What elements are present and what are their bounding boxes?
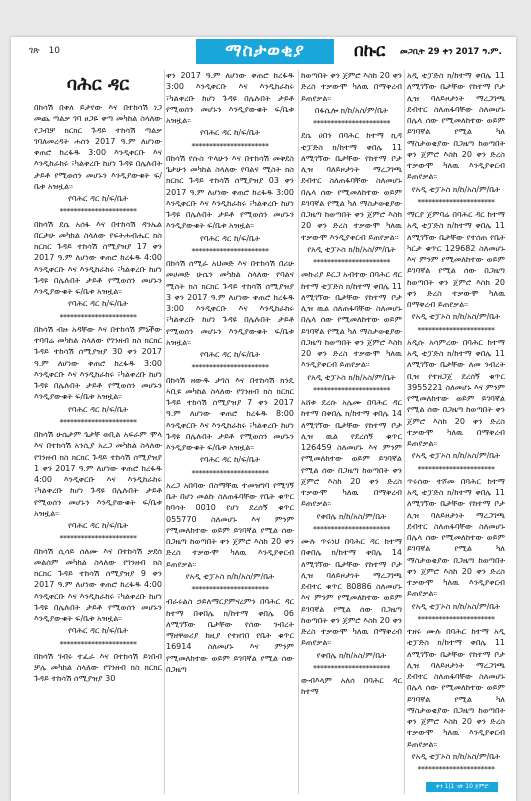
notice-text: አዲ ቲፓድስ ክ/ከተማ ቀበሌ 11 ለሚገኘው ቤታቸው የከተማ ቦታ ሊዝ ባለይዞታነት ማረጋገጫ ደብተር ስለጠፋባቸው ስለመሆኑ በሌላ ሰው የሚመለከተው ወይም ይገባኛል የሚል ካለ ማስታወቂያው በጋዜጣ ከወጣበት ቀን ጀምሮ እስከ 20 ቀን ድረስ ተቃውሞ ካለዉ እንዲያቀርብ ይጠየቃል፡፡: [407, 71, 505, 182]
separator-stars: **********************: [191, 468, 269, 478]
notice-text: በከሳሽ ብዙ አዳቸው እና በተከሳሽ ምኒችው ተባባሬ መካከል ስላለው የገንዘብ ክስ ክርክር ጉዳይ ተከሳሽ ሰሚያዝያ 30 ቀን 2017 ዓ.ም ለሆነው ቀጠሮ ከረፋዱ 3:00 እንዲቀርቡ እና እንዲከራከሩ ፣ካልቀረቡ ከሆነ ጉዳዩ በሌሉበት ታይቶ የሚወሰን መሆኑን እንዲያውቁት ፍ/ቤቱ አዝዟል፡፡: [34, 324, 162, 402]
notice-text: መኩሪያ ይርጋ አብተው በባሕር ዳር ከተማ ቲፓድስ ክ/ከተማ ቀበሌ 11 ለሚገኘው ቤታቸው የከተማ ቦታ ሊዝ ዉል ስለጠፋባቸው ስለመሆኑ በሌላ ሰው የሚመለከተው ወይም ይገባኛል የሚል ካለ ማስታወቂያው በጋዜጣ ከወጣበት ቀን ጀምሮ እስከ 20 ቀን ድረስ ተቃውሞ ካለዉ እንዲያቀርብ ይጠየቃል፡፡: [301, 270, 402, 370]
separator-stars: **********************: [59, 417, 137, 427]
page-header: [11, 37, 516, 66]
notice-signature: የአዲ ቲፓኦስ ክ/ከ/አስ/ም/ቤት: [411, 601, 501, 611]
column-1: [34, 70, 162, 796]
notice-text: ቀን 2017 ዓ.ም ለሆነው ቀጠሮ ከረፋዱ 3:00 እንዲቀርቡ እና እንዲከራከሩ ፣ካልቀረቡ ከሆነ ጉዳዩ በሌሉበት ታይቶ የሚወሰን መሆኑን እንዲያውቁት ፍ/ቤቱ አዝዟል፡፡: [166, 71, 294, 125]
separator-stars: **********************: [313, 258, 390, 267]
notice-text: አዲሱ አሳምረው በባሕር ከተማ አዲ ቲፓድስ ክ/ከተማ ቀበሌ 11 ለሚገኘው ቤታቸው ለመ ንብረት ቢዝ የተዘጋጀ ደረሰኝ ቁጥር 3955221 ስለመሆኑ እና ምንም የሚመለከተው ወይም ይገባኛል የሚል ሰው በጋዜጣ ከወጣበት ቀን ጀምሮ እስከ 20 ቀን ድረስ ተቃውሞ ካለዉ በማቅረብ ይጠየቃል፡፡: [407, 337, 505, 448]
notice-signature: የባሕር ዳር ከ/ፍ/ቤት: [68, 521, 128, 530]
separator-stars: **********************: [59, 207, 137, 217]
notice-text: ብራሩልስ ኃይለማርያምናረምን በባሕር ዳር ከተማ በቀበሌ ክ/ከተማ ቀበሌ 06 ለሚገኘው ቤታቸው የሰው ንብረት ማዘዋወሪያ ከዚያ የተዘገበ የቤት ቁጥር 16914 ስለመሆኑ እና ምንም የሚመለከተው ወይም ይገባኛል የሚል ሰው በጋዜጣ: [166, 597, 294, 674]
notice-text: ሙሉ ጥሩነህ በባሕር ዳር ከተማ በቀበሌ ክ/ከተማ ቀበሌ 14 ለሚገኘው ቤታቸው የከተማ ቦታ ሊዝ ባለይዞታነት ማረጋገጫ ደብተር ቁጥር 80886 ስለመሆኑ እና ምንም የሚመለከተው ወይም ይገባኛል የሚል ሰው በጋዜጣ ከወጣበት ቀን ጀምሮ እስከ 20 ቀን ድረስ ተቃውሞ ካለዉ በማቅረብ ይጠየቃል፡፡: [301, 537, 402, 648]
separator-stars: **********************: [313, 663, 390, 673]
notice-text: በከሳሽ ዘውዱ ታገስ እና በተከሳሽ ክንዴ ኣቢዩ መካከል ስላለው የገንዘብ ክስ ክርክር ጉዳይ ተከሳሽ ሰሚያዝያ 7 ቀን 2017 ዓ.ም ለሆነው ቀጠሮ ከረፋዱ 8:00 እንዲቀርቡ እና እንዲከራከሩ ፣ካልቀረቡ ከሆነ ጉዳዩ በሌሉበት ታይቶ የሚወሰን መሆኑን እንዲያውቁት ፍ/ቤቱ አዝዟል፡፡: [166, 375, 294, 452]
notice-signature: የቀበሌ ክ/ከ/አስ/ም/ቤት: [316, 650, 387, 660]
separator-stars: **********************: [417, 325, 495, 335]
notice-text: ማርያ ጀምባሬ በባሕር ዳር ከተማ አዲ ቲፓድስ ክ/ከተማ ቀበሌ 11 ለሚገኘው ቤታቸው የተሰጠ የቤት ካርታ ቁጥር 129682 ስለመሆኑ እና ምንም የሚመለከተው ወይም ይገባኛል የሚል ሰው በጋዜጣ ከወጣበት ቀን ጀምሮ እስከ 20 ቀን ድረስ ተቃውሞ ካለዉ በማቅረብ ይጠየቃል፡፡: [407, 210, 505, 309]
separator-stars: **********************: [417, 197, 495, 207]
notice-signature: የባሕር ዳር ከ/ፍ/ቤት: [68, 626, 128, 636]
notice-signature: የቀበሌ ክ/ከ/አስ/ም/ቤት: [316, 511, 387, 521]
page-number: 10: [48, 46, 61, 56]
notice-text: ደሴ ሀበን በባሕር ከተማ ኪዳ ቲፓድስ ክ/ከተማ ቀበሌ 11 ለሚገኘው ቤታቸው የከተማ ቦታ ሊዝ ባለይዞታነት ማረጋገጫ ደብተር ስለጠፋባቸው ስለመሆኑ በሌላ ሰው የሚመለከተው ወይም ይገባኛል የሚል ካለ ማስታወቂያው በጋዜጣ ከወጣበት ቀን ጀምሮ እስከ 20 ቀን ድረስ ተቃውሞ ካለዉ ተቃውሞ እንዲያቀርብ ይጠየቃል፡፡: [301, 131, 402, 242]
notice-signature: የአዲ ቲፓኦስ ክ/ከ/አስ/ም/ቤት: [411, 184, 501, 194]
separator-stars: **********************: [417, 464, 495, 474]
separator-stars: **********************: [191, 363, 269, 373]
newspaper-page: [11, 37, 516, 801]
notice-signature: የባሕር ዳር ከ/ፍ/ቤት: [68, 194, 128, 203]
column-divider: [298, 70, 299, 794]
notice-signature: የባሕር ዳር ከ/ፍ/ቤት: [200, 128, 260, 138]
notice-signature: በፋሲሎ ክ/ከ/አስ/ም/ቤት: [314, 105, 389, 115]
notice-signature: የአዲ ቲፓኦስ ክ/ከ/አስ/ም/ቤት: [411, 451, 501, 461]
notice-signature: የባሕር ዳር ከ/ፍ/ቤት: [200, 350, 260, 359]
notice-text: በከሳሽ ሰሚራ አህመድ እና በተከሳሽ በሪሁ መሀመድ ሁሴን መካከል ስላለው የባልና ሚስት ክስ ክርክር ጉዳይ ተከሳሽ ሰሚያዝያ 3 ቀን 2017 ዓ.ም ለሆነው ቀጠሮ ከረፋዱ 3:00 እንዲቀርቡ እና እንዲከራከሩ ፣ካልቀረቡ ከሆነ ጉዳዩ በሌሉበት ታይቶ የሚወሰን መሆኑን እንዲያውቁት ፍ/ቤቱ አዝዟል፡፡: [166, 259, 294, 347]
separator-stars: **********************: [313, 119, 390, 128]
notice-signature: የባሕር ዳር ከ/ፍ/ቤት: [200, 455, 260, 465]
separator-stars: **********************: [191, 141, 269, 151]
notice-text: በከሳሽ በቀለ ይታየው እና በተከሳሽ ነጋ መጨ ጣልቃ ገባ ፀጋዬ ቀጣ መካከል ስላለው የጋብቻ ክርክር ጉዳይ ተከሳሽ ጣልቃ ገባለመረዳት ሐሰን 2017 ዓ.ም ለሆነው ቀጠሮ ከረፋዱ 3:00 እንዲቀርቡ እና እንዲከራከሩ ፣ካልቀረቡ ከሆነ ጉዳዩ በሌሉበት ታይቶ የሚወሰን መሆኑን እንዲያውቁት ፍ/ቤቱ አዝዟል፡፡: [34, 103, 162, 191]
page-number-block: [29, 46, 66, 56]
column-2: [166, 70, 294, 796]
separator-stars: **********************: [313, 385, 390, 395]
column-3: [301, 70, 402, 796]
notice-signature: የባሕር ዳር ከ/ፍ/ቤት: [68, 404, 128, 414]
notice-text: ተዘሩ ሙሉ በባሕር ከተማ አዲ ቲፓድስ ክ/ከተማ ቀበሌ 11 ለሚገኘው ቤታቸው የከተማ ቦታ ሊዝ ባለይዞታነት ማረጋገጫ ደብተር ስለጠፋባቸው ስለመሆኑ በሌላ ሰው የሚመለከተው ወይም ይገባኛል የሚል ካለ ማስታወቂያው በጋዜጣ ከወጣበት ቀን ጀምሮ እስከ 20 ቀን ድረስ ተቃውሞ ካለዉ እንዲያቀርብ ይጠየቃል፡፡: [407, 627, 505, 749]
separator-stars: **********************: [59, 639, 137, 649]
column-divider: [404, 70, 405, 794]
separator-stars: **********************: [191, 585, 269, 594]
notice-text: አሸቱ ደረሱ አሌሙ በባሕር ዳር ከተማ በቀበሌ ክ/ከተማ ቀበሌ 14 ለሚገኘው ቤታቸው የከተማ ቦታ ሊዝ ዉል የደረሰኝ ቁጥር 126459 ስለመሆኑ እና ምንም የሚመለከተው ወይም ይገባኛል የሚል ሰው በጋዜጣ ከወጣበት ቀን ጀምሮ እስከ 20 ቀን ድረስ ተቃውሞ ካለዉ በማቅረብ ይጠየቃል፡፡: [301, 398, 402, 509]
notice-text: ውብእላም አለሰ በባሕር ዳር ከተማ: [301, 676, 402, 697]
notice-text: በከሳሽ ገብሩ ተፈራ እና በተከሳሽ ይነበብ ቻሌ መካከል ስላለው የገንዘብ ክስ ክርክር ጉዳይ ተከሳሽ ሰሚያዝያ 30: [34, 651, 162, 684]
column-heading: ባሕር ዳር: [66, 74, 130, 95]
separator-stars: **********************: [313, 524, 390, 534]
separator-stars: **********************: [191, 246, 269, 256]
notice-signature: የባሕር ዳር ከ/ፍ/ቤት: [200, 233, 260, 243]
separator-stars: **********************: [417, 614, 495, 624]
issue-date: መጋቢት 29 ቀን 2017 ዓ.ም.: [400, 47, 502, 57]
notice-signature: የባሕር ዳር ከ/ፍ/ቤት: [68, 299, 128, 309]
notice-text: በከሳሽ የሱስ ጥላሁን እና በተከሳሽ መቅደስ ጌታሁን መካከል ስላለው የባልና ሚስት ክስ ክርክር ጉዳይ ተከሳሽ ሰሚያዝያ 03 ቀን 2017 ዓ.ም ለሆነው ቀጠሮ ከረፋዱ 3:00 እንዲቀርቡ እና እንዲከራከሩ ፣ካልቀረቡ ከሆነ ጉዳዩ በሌሉበት ታይቶ የሚወሰን መሆኑን እንዲያውቁት ፍ/ቤቱ አዝዟል፡፡: [166, 153, 294, 231]
notice-text: በከሳሽ ደሴ አሰፋ እና በተከሳሽ ዳንኤል በርታሁ መካከል ስላለው የፍትሐብሔር ክስ ክርክር ጉዳይ ተከሳሽ ሰሚያዝያ 17 ቀን 2017 ዓ.ም ለሆነው ቀጠሮ ከረፋዱ 4:00 እንዲቀርቡ እና እንዲከራከሩ ፣ካልቀረቡ ከሆነ ጉዳዩ በሌሉበት ታይቶ የሚወሰን መሆኑን እንዲያውቁት ፍ/ቤቱ አዝዟል፡፡: [34, 219, 162, 296]
footer-bar: ቀን 1|1 ገጽ 10 ጀምሮ: [426, 782, 498, 792]
section-banner: ማስታወቂያ: [196, 39, 334, 64]
notice-text: ከወጣበት ቀን ጀምሮ እስከ 20 ቀን ድረስ ተቃውሞ ካለዉ በማቅረብ ይጠየቃል፡፡: [301, 71, 402, 103]
page-label: ገጽ: [29, 46, 40, 56]
separator-stars: **********************: [59, 534, 137, 544]
newspaper-name: በኩር: [354, 41, 386, 61]
notice-text: አረጋ አበባው በስማቸዉ ተመዝግባ የሚገኝ ቤት በሆነ መልኩ ስለጠፋባቸው የቤት ቁጥር ከባሳት 0010 የሆነ ደረሰኝ ቁጥር 055770 ስለመሆኑ እና ምንም የሚመለከተው ወይም ይገባኛል የሚል ሰው በጋዜጣ ከወጣበት ቀን ጀምሮ እስከ 20 ቀን ድረስ ተቃውሞ ካለዉ እንዲያቀርብ ይጠየቃል፡፡: [166, 480, 294, 569]
separator-stars: **********************: [417, 765, 495, 774]
notice-signature: የአዲ ቲፓኦስ ክ/ከ/አስ/ም/ቤት: [307, 244, 396, 254]
notice-signature: የአዲ ቲፓኦስ ክ/ከ/አስ/ም/ቤት: [307, 372, 396, 382]
notice-signature: የአዲ ቲፓኦስ ክ/ከ/አስ/ም/ቤት: [185, 571, 275, 581]
notice-signature: የአዲ ቲፓኦስ ክ/ከ/አስ/ም/ቤት: [411, 312, 501, 322]
column-divider: [164, 70, 165, 794]
notice-text: ጥሩሰው ተሾመ በባሕር ከተማ አዲ ቲፓድስ ክ/ከተማ ቀበሌ 11 ለሚገኘው ቤታቸው የከተማ ቦታ ሊዝ ባለይዞታነት ማረጋገጫ ደብተር ስለጠፋባቸው ስለመሆኑ በሌላ ሰው የሚመለከተው ወይም ይገባኛል የሚል ካለ ማስታወቂያው በጋዜጣ ከወጣበት ቀን ጀምሮ እስከ 20 ቀን ድረስ ተቃውሞ ካለዉ እንዲያቀርብ ይጠየቃል፡፡: [407, 476, 505, 599]
column-4: [407, 70, 505, 774]
notice-signature: የአዲ ቲፓኦስ ክ/ከ/አስ/ም/ቤት: [411, 751, 501, 761]
separator-stars: **********************: [59, 312, 137, 322]
notice-text: በከሳሽ ሲሳይ ሰለሙ እና በተከሳሽ ቃደሰ መልሰም መካከል ስላለው የገንዘብ ክስ ክርክር ጉዳይ ተከሳሽ ሰሚያዝያ 9 ቀን 2017 ዓ.ም ለሆነው ቀጠሮ ከረፋዱ 4:00 እንዲቀርቡ እና እንዲከራከሩ ፣ካልቀረቡ ከሆነ ጉዳዩ በሌሉበት ታይቶ የሚወሰን መሆኑን እንዲያውቁት ፍ/ቤቱ አዝዟል፡፡: [34, 546, 162, 623]
notice-text: በከሳሽ ሁሴታም ጌታቸ ወቢል አፍራም ሞላ እና በተከሳሽ አንሲያ አረጋ መካከል ስላለው የገንዘብ ክስ ክርክር ጉዳይ ተከሳሽ ሰሚያዝያ 1 ቀን 2017 ዓ.ም ለሆነው ቀጠሮ ከረፋዱ 4:00 እንዲቀርቡ እና እንዲከራከሩ ፣ካልቀረቡ ከሆነ ጉዳዩ በሌሉበት ታይቶ የሚወሰን መሆኑን እንዲያውቁት ፍ/ቤቱ አዝዟል፡፡: [34, 430, 162, 518]
